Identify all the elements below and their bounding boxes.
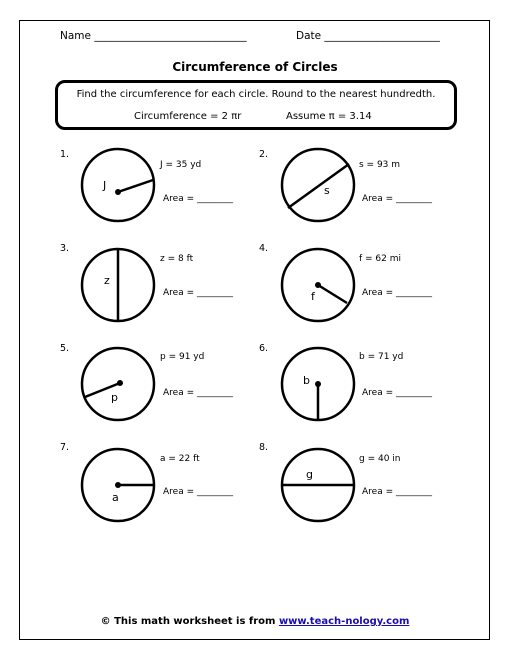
problem-given: g = 40 in: [359, 454, 401, 464]
center-dot-5: [117, 380, 123, 386]
problem-number: 7.: [60, 442, 70, 453]
name-field[interactable]: Name _____________________________: [60, 30, 247, 42]
area-answer[interactable]: Area = ________: [362, 388, 432, 398]
area-answer[interactable]: Area = ________: [163, 288, 233, 298]
radius-line-1: [118, 180, 153, 192]
area-answer[interactable]: Area = ________: [163, 194, 233, 204]
circle-label-6: b: [303, 374, 310, 387]
footer-credit: [0, 616, 510, 627]
worksheet-title: Circumference of Circles: [172, 60, 338, 74]
area-answer[interactable]: Area = ________: [163, 487, 233, 497]
problem-number: 4.: [259, 243, 269, 254]
instructions-text: Find the circumference for each circle. Round to the nearest hundredth.: [76, 89, 436, 100]
center-dot-6: [315, 381, 321, 387]
circle-label-3: z: [104, 274, 110, 287]
area-answer[interactable]: Area = ________: [362, 288, 432, 298]
circle-1: [82, 149, 154, 221]
diameter-line-2: [288, 164, 349, 208]
problem-given: s = 93 m: [359, 160, 401, 170]
problem-given: a = 22 ft: [160, 454, 200, 464]
problem-number: 3.: [60, 243, 70, 254]
circle-label-4: f: [311, 290, 315, 303]
center-dot-7: [115, 482, 121, 488]
area-answer[interactable]: Area = ________: [362, 487, 432, 497]
area-answer[interactable]: Area = ________: [362, 194, 432, 204]
problem-number: 1.: [60, 149, 70, 160]
problem-given: J = 35 yd: [160, 160, 202, 170]
area-answer[interactable]: Area = ________: [163, 388, 233, 398]
circle-label-2: s: [324, 184, 330, 197]
radius-line-4: [318, 285, 347, 303]
footer-text: © This math worksheet is from: [100, 616, 279, 627]
problem-number: 5.: [60, 343, 70, 354]
circle-label-1: J: [103, 179, 107, 192]
circle-label-7: a: [112, 491, 119, 504]
problem-number: 2.: [259, 149, 269, 160]
footer-link[interactable]: www.teach-nology.com: [278, 616, 410, 627]
formula-text: Circumference = 2 πr: [134, 111, 242, 122]
problem-number: 8.: [259, 442, 269, 453]
problem-given: f = 62 mi: [359, 254, 402, 264]
date-field[interactable]: Date ______________________: [296, 30, 440, 42]
assume-text: Assume π = 3.14: [286, 111, 372, 122]
center-dot-1: [115, 189, 121, 195]
problem-given: b = 71 yd: [359, 352, 404, 362]
circle-label-5: p: [111, 391, 118, 404]
center-dot-4: [315, 282, 321, 288]
problem-number: 6.: [259, 343, 269, 354]
circle-label-8: g: [306, 468, 313, 481]
problem-given: p = 91 yd: [160, 352, 205, 362]
problem-given: z = 8 ft: [160, 254, 194, 264]
